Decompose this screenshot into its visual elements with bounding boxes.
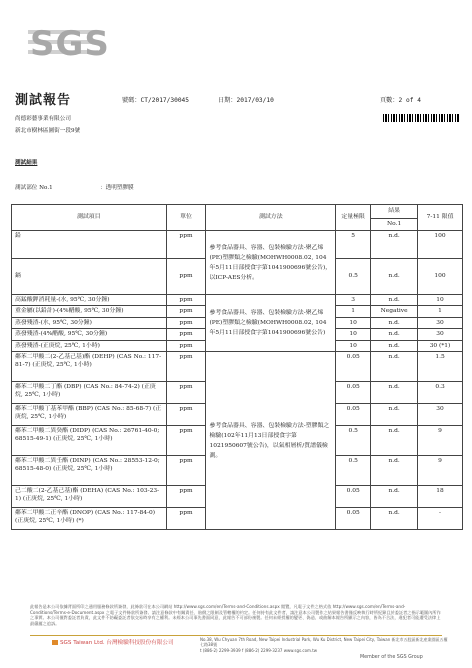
cell-unit: ppm: [166, 295, 206, 306]
report-date: 日期：2017/03/10: [218, 97, 274, 104]
cell-mdl: 1: [336, 306, 371, 317]
company-name: 尚德彩藝事業有限公司: [15, 116, 71, 122]
table-row: [12, 352, 463, 382]
cell-result: n.d.: [371, 486, 418, 508]
header-no1: No.1: [371, 219, 418, 231]
cell-result: Negative: [371, 306, 418, 317]
header-limit: 7-11 限值: [418, 205, 463, 231]
cell-result: n.d.: [371, 508, 418, 530]
footer-member: Member of the SGS Group: [360, 655, 423, 660]
cell-mdl: 10: [336, 340, 371, 351]
cell-result: n.d.: [371, 404, 418, 426]
cell-unit: ppm: [166, 486, 206, 508]
cell-mdl: 0.05: [336, 508, 371, 530]
header-method: 測試方法: [206, 205, 336, 231]
cell-item: 高錳酸鉀消耗量-(水, 95℃, 30分鐘): [12, 295, 167, 306]
report-title: 測試報告: [15, 93, 72, 108]
cell-result: n.d.: [371, 295, 418, 306]
cell-item: 蒸發殘渣-(4%醋酸, 95℃, 30分鐘): [12, 329, 167, 340]
part-description: ：透明塑膠膜: [100, 185, 134, 191]
footer-divider: [30, 635, 442, 636]
cell-mdl: 0.05: [336, 486, 371, 508]
cell-item: 鄰苯二甲酸二正辛酯 (DNOP) (CAS No.: 117-84-0) (正庚烷, 25℃, 1小時) (*): [12, 508, 167, 530]
cell-result: n.d.: [371, 340, 418, 351]
header-item: 測試項目: [12, 205, 167, 231]
cell-limit: 18: [418, 486, 463, 508]
cell-limit: 100: [418, 259, 463, 295]
cell-limit: -: [418, 508, 463, 530]
cell-mdl: 3: [336, 295, 371, 306]
cell-limit: 30: [418, 317, 463, 328]
cell-unit: ppm: [166, 231, 206, 259]
table-row: [12, 295, 463, 306]
cell-result: n.d.: [371, 317, 418, 328]
barcode: [383, 114, 459, 122]
cell-limit: 0.3: [418, 382, 463, 404]
cell-item: 鄰苯二甲酸二異癸酯 (DIDP) (CAS No.: 26761-40-0; 68515-49-1) (正庚烷, 25℃, 1小時): [12, 426, 167, 456]
footer-company: SGS Taiwan Ltd. 台灣檢驗科技股份有限公司: [60, 640, 174, 646]
sgs-logo: [28, 22, 110, 66]
cell-result: n.d.: [371, 231, 418, 259]
cell-unit: ppm: [166, 317, 206, 328]
company-address: 新北市樹林區圖街一段9號: [15, 128, 81, 134]
cell-unit: ppm: [166, 404, 206, 426]
cell-limit: 10: [418, 295, 463, 306]
cell-unit: ppm: [166, 426, 206, 456]
cell-method: 參考食品器具、容器、包裝檢驗方法-聚乙烯(PE)塑膠類之檢驗(MOHWH0008.02, 104年5月11日部授食字第1041900696號公告): [206, 295, 336, 352]
cell-item: 鄰苯二甲酸丁基苯甲酯 (BBP) (CAS No.: 85-68-7) (正庚烷, 25℃, 1小時): [12, 404, 167, 426]
cell-limit: 100: [418, 231, 463, 259]
cell-mdl: 0.05: [336, 382, 371, 404]
cell-result: n.d.: [371, 259, 418, 295]
cell-unit: ppm: [166, 340, 206, 351]
cell-unit: ppm: [166, 508, 206, 530]
cell-limit: 1: [418, 306, 463, 317]
cell-item: 蒸發殘渣-(正庚烷, 25℃, 1小時): [12, 340, 167, 351]
cell-result: n.d.: [371, 352, 418, 382]
header-mdl: 定量極限: [336, 205, 371, 231]
cell-unit: ppm: [166, 352, 206, 382]
cell-item: 鄰苯二甲酸二丁酯 (DBP) (CAS No.: 84-74-2) (正庚烷, 25℃, 1小時): [12, 382, 167, 404]
cell-result: n.d.: [371, 329, 418, 340]
cell-item: 重金屬(以鉛計)-(4%醋酸, 95℃, 30分鐘): [12, 306, 167, 317]
cell-item: 鉛: [12, 231, 167, 259]
cell-mdl: 5: [336, 231, 371, 259]
cell-mdl: 0.5: [336, 426, 371, 456]
results-table: [11, 204, 463, 530]
cell-unit: ppm: [166, 259, 206, 295]
page-number: 頁數：2 of 4: [380, 97, 421, 104]
report-number: 號碼：CT/2017/30045: [122, 97, 189, 104]
cell-unit: ppm: [166, 382, 206, 404]
part-label: 測試部位 No.1: [15, 185, 53, 191]
footer-address: No.38, Wu Chyuan 7th Road, New Taipei Industrial Park, Wu Ku District, New Taipei City, Taiwan 新北市五股區新北產業園區五權七路38號: [200, 637, 448, 648]
cell-limit: 9: [418, 426, 463, 456]
cell-mdl: 10: [336, 317, 371, 328]
cell-result: n.d.: [371, 426, 418, 456]
table-row: [12, 231, 463, 259]
cell-mdl: 10: [336, 329, 371, 340]
header-unit: 單位: [166, 205, 206, 231]
cell-result: n.d.: [371, 456, 418, 486]
cell-result: n.d.: [371, 382, 418, 404]
header-result: 結果: [371, 205, 418, 219]
cell-limit: 30: [418, 329, 463, 340]
logo-text: SGS: [30, 24, 110, 64]
cell-item: 蒸發殘渣-(水, 95℃, 30分鐘): [12, 317, 167, 328]
cell-item: 鎘: [12, 259, 167, 295]
cell-unit: ppm: [166, 456, 206, 486]
cell-unit: ppm: [166, 329, 206, 340]
cell-limit: 1.5: [418, 352, 463, 382]
cell-method: 參考食品器具、容器、包裝檢驗方法-塑膠類之檢驗(102年11月13日部授食字第1021950607號公告)，以氣相層析/質譜儀檢測。: [206, 352, 336, 530]
footer-disclaimer: 此報告是本公司依據背面所印之通用服務條款所簽發，此條款可在本公司網站 http://www.sgs.com/en/Terms-and-Conditions.aspx 閱覽，凡電子文件之格式依 http://www.sgs.com/en/Terms-and-Conditions/Terms-e-Document.aspx 之電子文件條款所簽發。請注意條款中有關責任、賠償之限制及管轄權的約定。任何持有此文件者，請注意本公司製作之結果報告書僅反映執行時所紀錄且於委託者之指示範圍內所作之事實。本公司僅對委託者負責，此文件不妨礙委託者依交易時享有之權利。未經本公司事先書面同意，此報告不可部份複製。任何未經授權的變更、偽造、或曲解本報告所顯示之內容，皆為不合法，違犯者可能遭受法律上最嚴厲之追訴。: [30, 604, 441, 626]
footer-phone: t (886-2) 2299-3939 f (886-2) 2299-3237 www.sgs.com.tw: [200, 648, 318, 653]
section-title: 測試結果: [15, 160, 38, 166]
cell-mdl: 0.5: [336, 456, 371, 486]
cell-limit: 30 (*1): [418, 340, 463, 351]
cell-item: 己二酸二(2-乙基己基)酯 (DEHA) (CAS No.: 103-23-1) (正庚烷, 25℃, 1小時): [12, 486, 167, 508]
cell-limit: 30: [418, 404, 463, 426]
cell-limit: 9: [418, 456, 463, 486]
sgs-mini-logo: [52, 640, 58, 645]
cell-unit: ppm: [166, 306, 206, 317]
cell-item: 鄰苯二甲酸二(2-乙基己基)酯 (DEHP) (CAS No.: 117-81-7) (正庚烷, 25℃, 1小時): [12, 352, 167, 382]
cell-item: 鄰苯二甲酸二異壬酯 (DINP) (CAS No.: 28553-12-0; 68515-48-0) (正庚烷, 25℃, 1小時): [12, 456, 167, 486]
cell-mdl: 0.05: [336, 404, 371, 426]
cell-mdl: 0.05: [336, 352, 371, 382]
cell-method: 參考食品器具、容器、包裝檢驗方法-聚乙烯(PE)塑膠類之檢驗(MOHWH0008.02, 104年5月11日部授食字第1041900696號公告)，以ICP-AES分析。: [206, 231, 336, 295]
cell-mdl: 0.5: [336, 259, 371, 295]
